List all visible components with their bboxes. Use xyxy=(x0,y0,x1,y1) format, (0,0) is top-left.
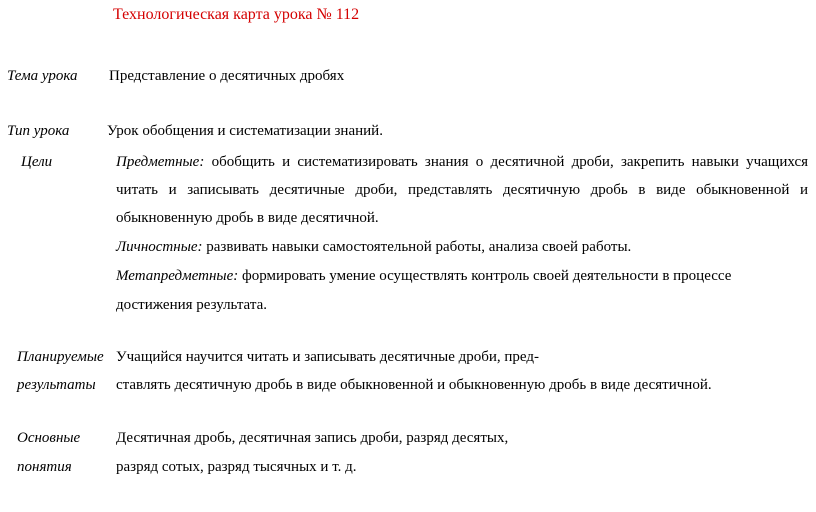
key-concepts-line-2: разряд сотых, разряд тысячных и т. д. xyxy=(116,459,357,475)
meta-goals-text-1: формировать умение осуществлять контроль своей деятельности в процессе xyxy=(242,268,732,284)
topic-value: Представление о десятичных дробях xyxy=(109,68,345,84)
personal-goals-prefix: Личностные: xyxy=(116,239,203,255)
goals-label: Цели xyxy=(21,154,53,170)
key-concepts-label-1: Основные xyxy=(17,430,81,446)
topic-label: Тема урока xyxy=(7,68,78,84)
planned-results-line-1: Учащийся научится читать и записывать десятичные дроби, пред- xyxy=(116,349,540,365)
meta-goals-prefix: Метапредметные: xyxy=(116,268,239,284)
key-concepts-line-1: Десятичная дробь, десятичная запись дроби, разряд десятых, xyxy=(116,430,509,446)
key-concepts-label-2: понятия xyxy=(17,459,72,475)
lesson-type-value: Урок обобщения и систематизации знаний. xyxy=(107,123,383,139)
planned-results-label-1: Планируемые xyxy=(17,349,104,365)
meta-goals-line-2: достижения результата. xyxy=(116,297,267,313)
subject-goals-line-2: читать и записывать десятичные дроби, представлять десятичную дробь в виде обыкновенной и xyxy=(116,182,808,198)
meta-goals-line-1 xyxy=(116,268,731,285)
subject-goals-prefix: Предметные: xyxy=(116,154,205,170)
subject-goals-line-3: обыкновенную дробь в виде десятичной. xyxy=(116,210,379,226)
lesson-type-label: Тип урока xyxy=(7,123,70,139)
planned-results-label-2: результаты xyxy=(17,377,96,393)
page-title: Технологическая карта урока № 112 xyxy=(113,6,360,23)
subject-goals-line-1 xyxy=(116,154,808,171)
subject-goals-text-1: обобщить и систематизировать знания о десятичной дроби, закрепить навыки учащихся xyxy=(211,154,809,170)
personal-goals-text: развивать навыки самостоятельной работы, анализа своей работы. xyxy=(206,239,632,255)
personal-goals xyxy=(116,239,631,256)
planned-results-line-2: ставлять десятичную дробь в виде обыкновенной и обыкновенную дробь в виде десятичной. xyxy=(116,377,712,393)
